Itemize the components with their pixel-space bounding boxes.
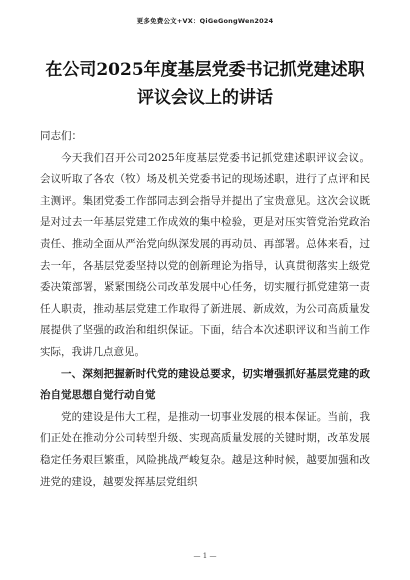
body-paragraph: 党的建设是伟大工程，是推动一切事业发展的根本保证。当前，我们正处在推动分公司转型升级、实现高质量发展的关键时期，改革发展稳定任务艰巨繁重，风险挑战严峻复杂。越是这种时候，越要加强和改进党的建设，越要发挥基层党组织	[40, 410, 370, 488]
section-heading: 一、深刻把握新时代党的建设总要求，切实增强抓好基层党建的政治自觉思想自觉行动自觉	[40, 367, 370, 402]
document-body	[40, 126, 370, 493]
body-paragraph: 今天我们召开公司2025年度基层党委书记抓党建述职评议会议。会议听取了各农（牧）场及机关党委书记的现场述职，进行了点评和民主测评。集团党委工作部同志到会指导并提出了宝贵意见。这次会议既是对过去一年基层党建工作成效的集中检验，更是对压实管党治党政治责任、推动全面从严治党向纵深发展的再动员、再部署。总体来看，过去一年，各基层党委坚持以党的创新理论为指导，认真贯彻落实上级党委决策部署，紧紧围绕公司改革发展中心任务，切实履行抓党建第一责任人职责，推动基层党建工作取得了新进展、新成效，为公司高质量发展提供了坚强的政治和组织保证。下面，结合本次述职评议和当前工作实际，我讲几点意见。	[40, 151, 370, 358]
document-title: 在公司2025年度基层党委书记抓党建述职评议会议上的讲话	[45, 60, 365, 108]
greeting: 同志们：	[40, 130, 82, 142]
page-number: — 1 —	[193, 552, 217, 560]
header-note: 更多免费公文+VX：QiGeGongWen2024	[136, 17, 274, 25]
